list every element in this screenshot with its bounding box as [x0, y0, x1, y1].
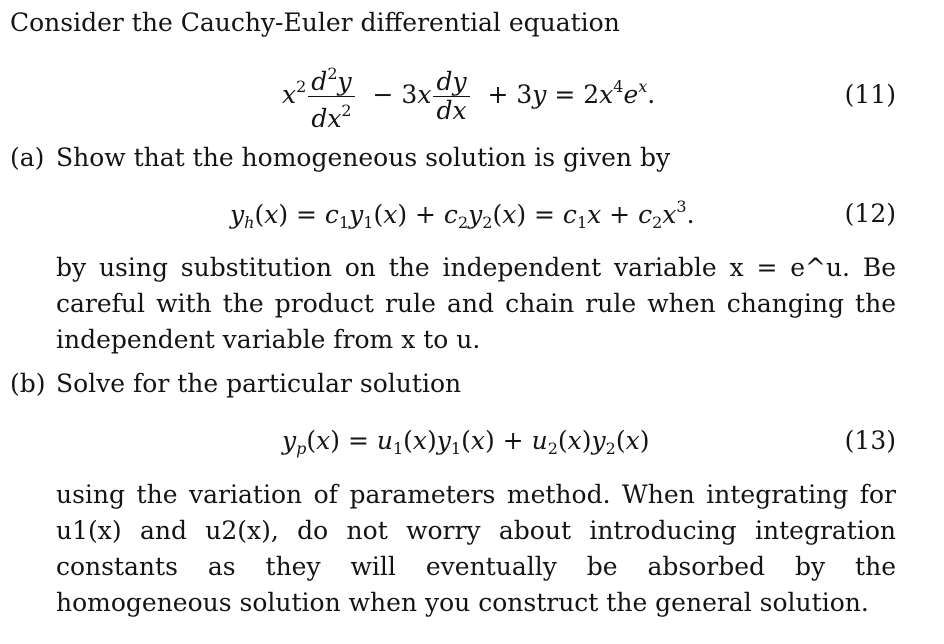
part-a-lead: Show that the homogeneous solution is given by	[56, 143, 671, 172]
equation-11-number: (11)	[844, 80, 896, 109]
equation-12: $y_h(x) = c_1y_1(x) + c_2y_2(x) = c_1x + c_2x^3$.	[230, 197, 695, 232]
part-b-lead: Solve for the particular solution	[56, 369, 462, 398]
intro-text: Consider the Cauchy-Euler differential equation	[10, 8, 620, 37]
part-b-label: (b)	[10, 369, 46, 398]
equation-13: $y_p(x) = u_1(x)y_1(x) + u_2(x)y_2(x)$	[282, 426, 650, 458]
equation-12-number: (12)	[844, 199, 896, 228]
part-a-body: by using substitution on the independent variable x = e^u. Be careful with the product rule and chain rule when changing the independent variable from x to u.	[56, 253, 896, 354]
part-b-body: using the variation of parameters method. When integrating for u1(x) and u2(x), do not worry about introducing integration constants as they will eventually be absorbed by the homogeneous solution when you construct the general solution.	[56, 480, 896, 617]
equation-11: $x^2$ $\frac{d^2y}{dx^2}$ − 3x $\frac{dy}{dx}$ + $3y = 2x^4e^x$.	[282, 60, 655, 133]
equation-13-number: (13)	[844, 426, 896, 455]
part-a-label: (a)	[10, 143, 45, 172]
